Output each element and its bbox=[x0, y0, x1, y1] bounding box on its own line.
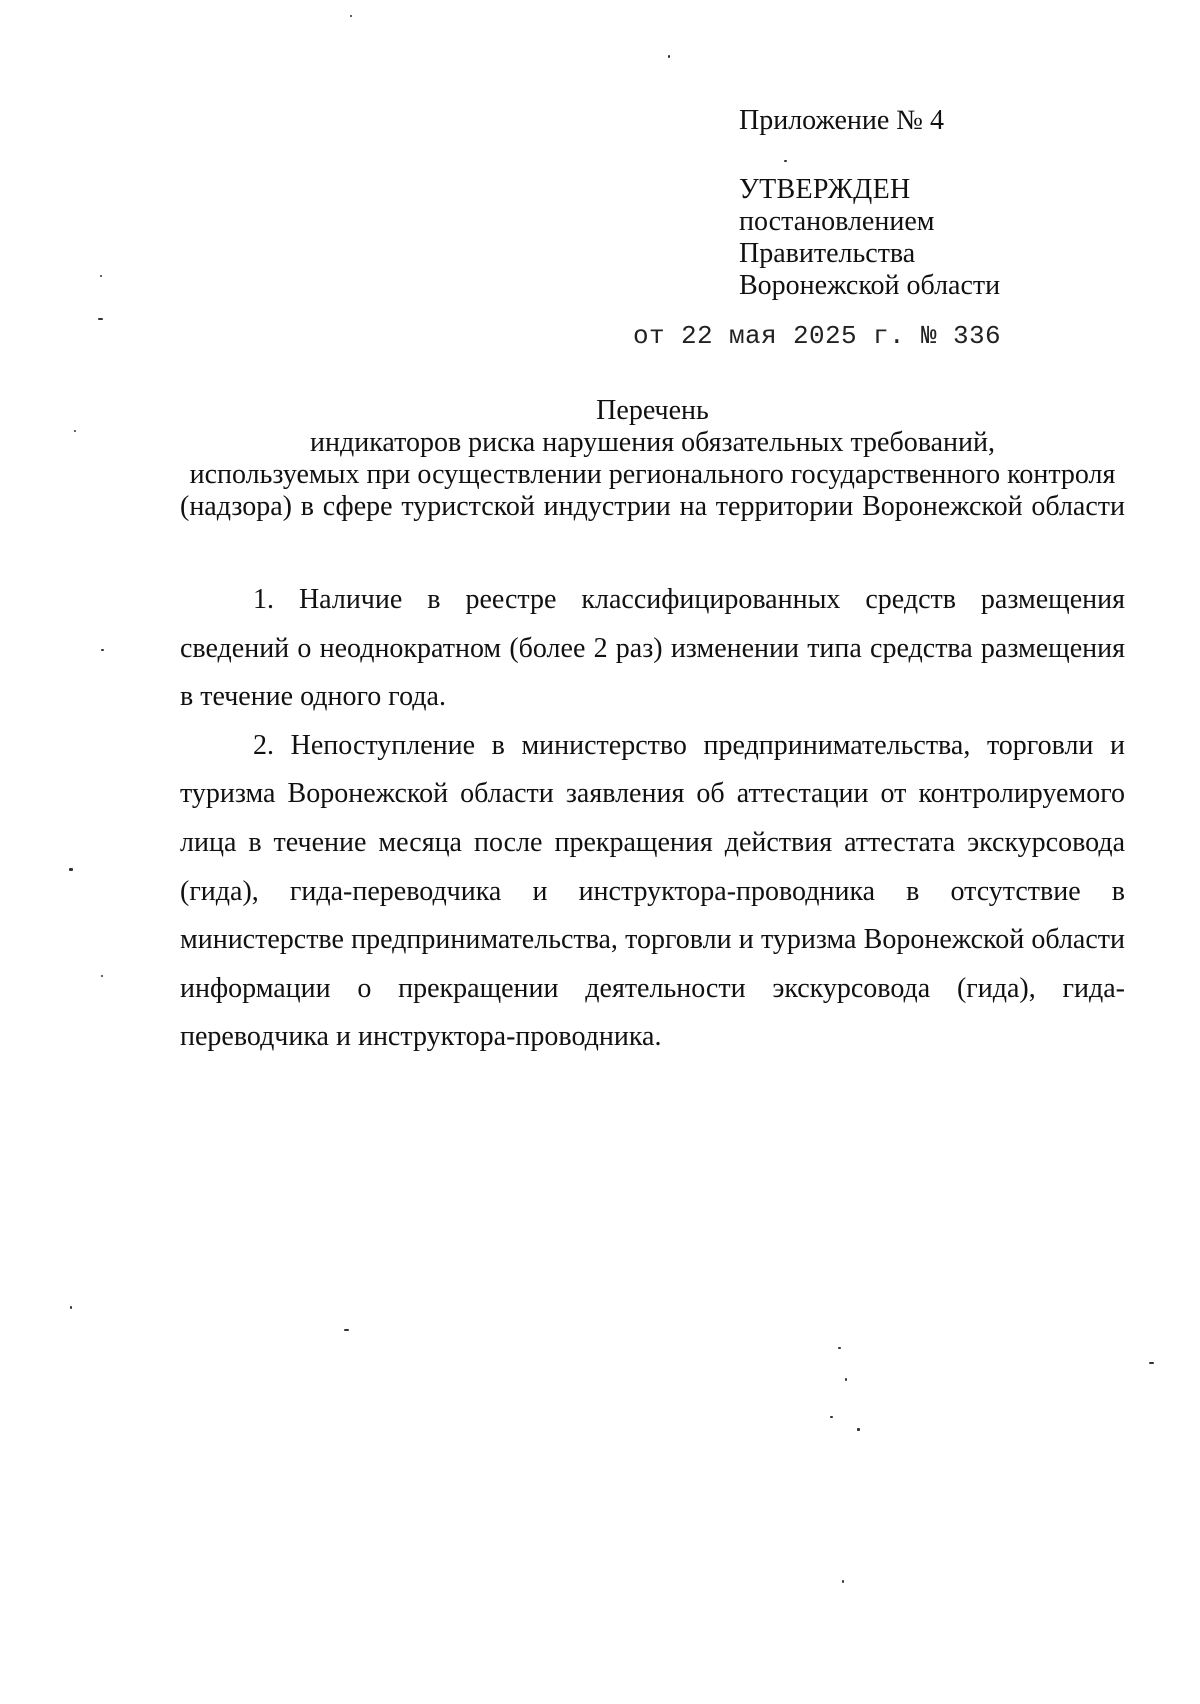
approval-block bbox=[739, 105, 1099, 302]
scan-speck bbox=[344, 1329, 349, 1331]
document-body bbox=[180, 576, 1125, 1062]
scan-speck bbox=[101, 649, 104, 651]
scan-speck bbox=[74, 430, 76, 432]
scan-speck bbox=[98, 318, 103, 320]
scan-speck bbox=[842, 1580, 844, 1583]
document-subtitle-line: (надзора) в сфере туристской индустрии на территории Воронежской области bbox=[180, 491, 1125, 522]
approved-by-line: Воронежской области bbox=[739, 270, 1001, 301]
scan-speck bbox=[350, 15, 352, 17]
scan-speck bbox=[69, 868, 73, 871]
document-title: Перечень bbox=[596, 395, 709, 426]
document-subtitle-line: используемых при осуществлении регионального государственного контроля bbox=[189, 459, 1116, 490]
approved-by-line: Правительства bbox=[739, 238, 916, 269]
scan-speck bbox=[830, 1416, 833, 1418]
document-subtitle-line: индикаторов риска нарушения обязательных требований, bbox=[310, 427, 995, 458]
scan-speck bbox=[101, 975, 103, 977]
scan-speck bbox=[668, 55, 670, 58]
list-item: 1. Наличие в реестре классифицированных средств размещения сведений о неоднократном (более 2 раз) изменении типа средства размещения в течение одного года. bbox=[180, 584, 1125, 713]
scan-speck bbox=[857, 1428, 860, 1431]
scan-speck bbox=[838, 1347, 841, 1349]
scan-speck bbox=[100, 275, 102, 277]
scan-speck bbox=[1149, 1362, 1154, 1364]
scan-speck bbox=[784, 160, 787, 162]
scan-speck bbox=[845, 1378, 847, 1381]
approved-by-line: постановлением bbox=[739, 206, 935, 237]
list-item: 2. Непоступление в министерство предпринимательства, торговли и туризма Воронежской области заявления об аттестации от контролируемого лица в течение месяца после прекращения действия аттестата экскурсовода (гида), гида-переводчика и инструктора-проводника в отсутствие в министерстве предпринимательства, торговли и туризма Воронежской области информации о прекращении деятельности экскурсовода (гида), гида-переводчика и инструктора-проводника. bbox=[180, 729, 1125, 1053]
document-heading bbox=[180, 395, 1125, 523]
scan-speck bbox=[70, 1306, 72, 1309]
resolution-date-number: от 22 мая 2025 г. № 336 bbox=[633, 321, 1002, 351]
approved-stamp-label: УТВЕРЖДЕН bbox=[739, 174, 911, 205]
annex-number: Приложение № 4 bbox=[739, 105, 944, 136]
